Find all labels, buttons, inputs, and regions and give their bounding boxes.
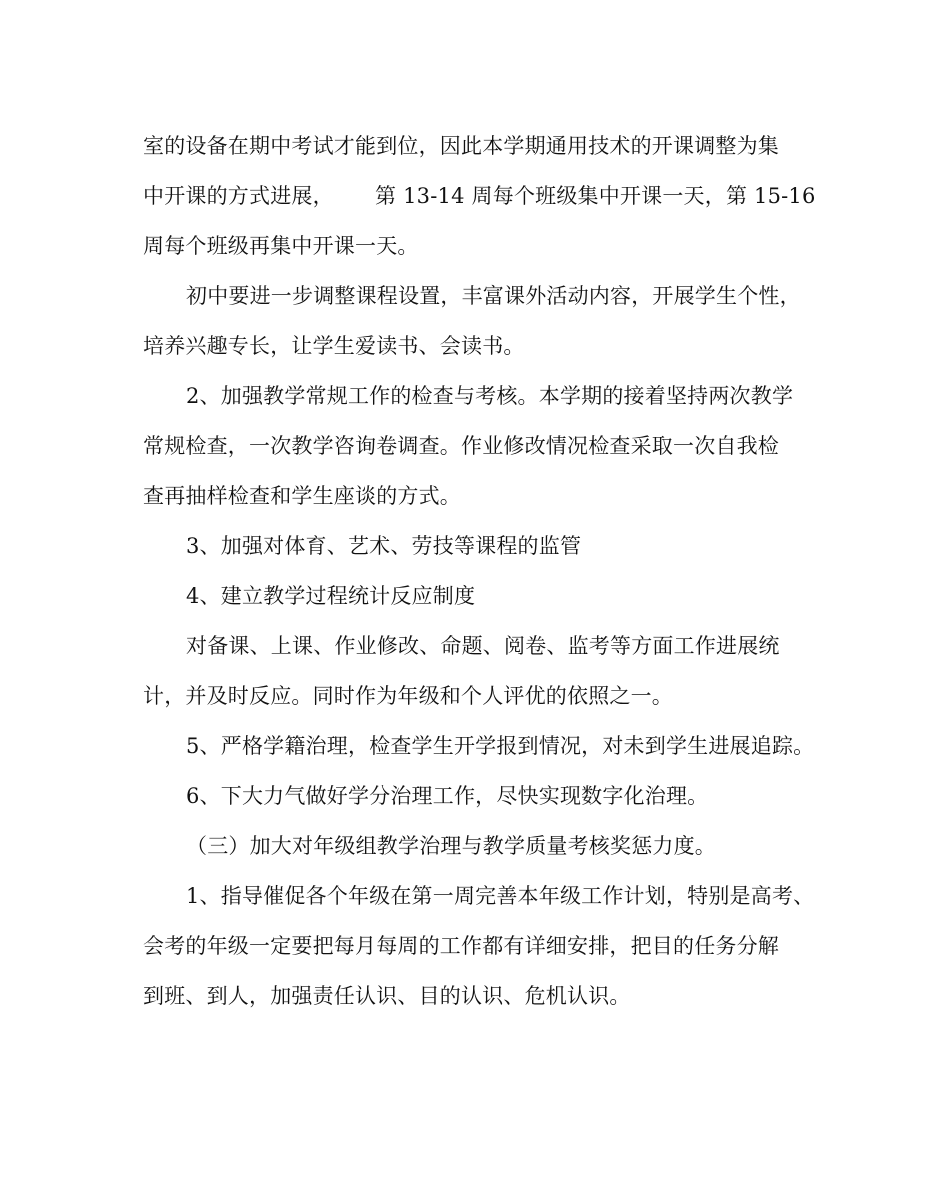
text-line-11: 对备课、上课、作业修改、命题、阅卷、监考等方面工作进展统 xyxy=(186,634,780,658)
text-line-4: 初中要进一步调整课程设置，丰富课外活动内容，开展学生个性， xyxy=(186,284,801,308)
text-line-8: 查再抽样检查和学生座谈的方式。 xyxy=(143,484,461,508)
text-line-7: 常规检查，一次教学咨询卷调查。作业修改情况检查采取一次自我检 xyxy=(143,434,779,458)
text-line-13: 5、严格学籍治理，检查学生开学报到情况，对未到学生进展追踪。 xyxy=(186,734,815,758)
text-line-2: 中开课的方式进展， 第 13-14 周每个班级集中开课一天，第 15-16 xyxy=(143,184,816,208)
text-line-14: 6、下大力气做好学分治理工作，尽快实现数字化治理。 xyxy=(186,784,709,808)
text-line-5: 培养兴趣专长，让学生爱读书、会读书。 xyxy=(143,334,525,358)
text-line-17: 会考的年级一定要把每月每周的工作都有详细安排，把目的任务分解 xyxy=(143,934,779,958)
text-line-1: 室的设备在期中考试才能到位，因此本学期通用技术的开课调整为集 xyxy=(143,134,779,158)
text-line-15: （三）加大对年级组教学治理与教学质量考核奖惩力度。 xyxy=(186,834,716,858)
text-line-3: 周每个班级再集中开课一天。 xyxy=(143,234,419,258)
text-line-16: 1、指导催促各个年级在第一周完善本年级工作计划，特别是高考、 xyxy=(186,884,815,908)
text-line-6: 2、加强教学常规工作的检查与考核。本学期的接着坚持两次教学 xyxy=(186,384,794,408)
text-line-18: 到班、到人，加强责任认识、目的认识、危机认识。 xyxy=(143,984,631,1008)
text-line-9: 3、加强对体育、艺术、劳技等课程的监管 xyxy=(186,534,582,558)
text-line-12: 计，并及时反应。同时作为年级和个人评优的依照之一。 xyxy=(143,684,673,708)
text-line-10: 4、建立教学过程统计反应制度 xyxy=(186,584,476,608)
